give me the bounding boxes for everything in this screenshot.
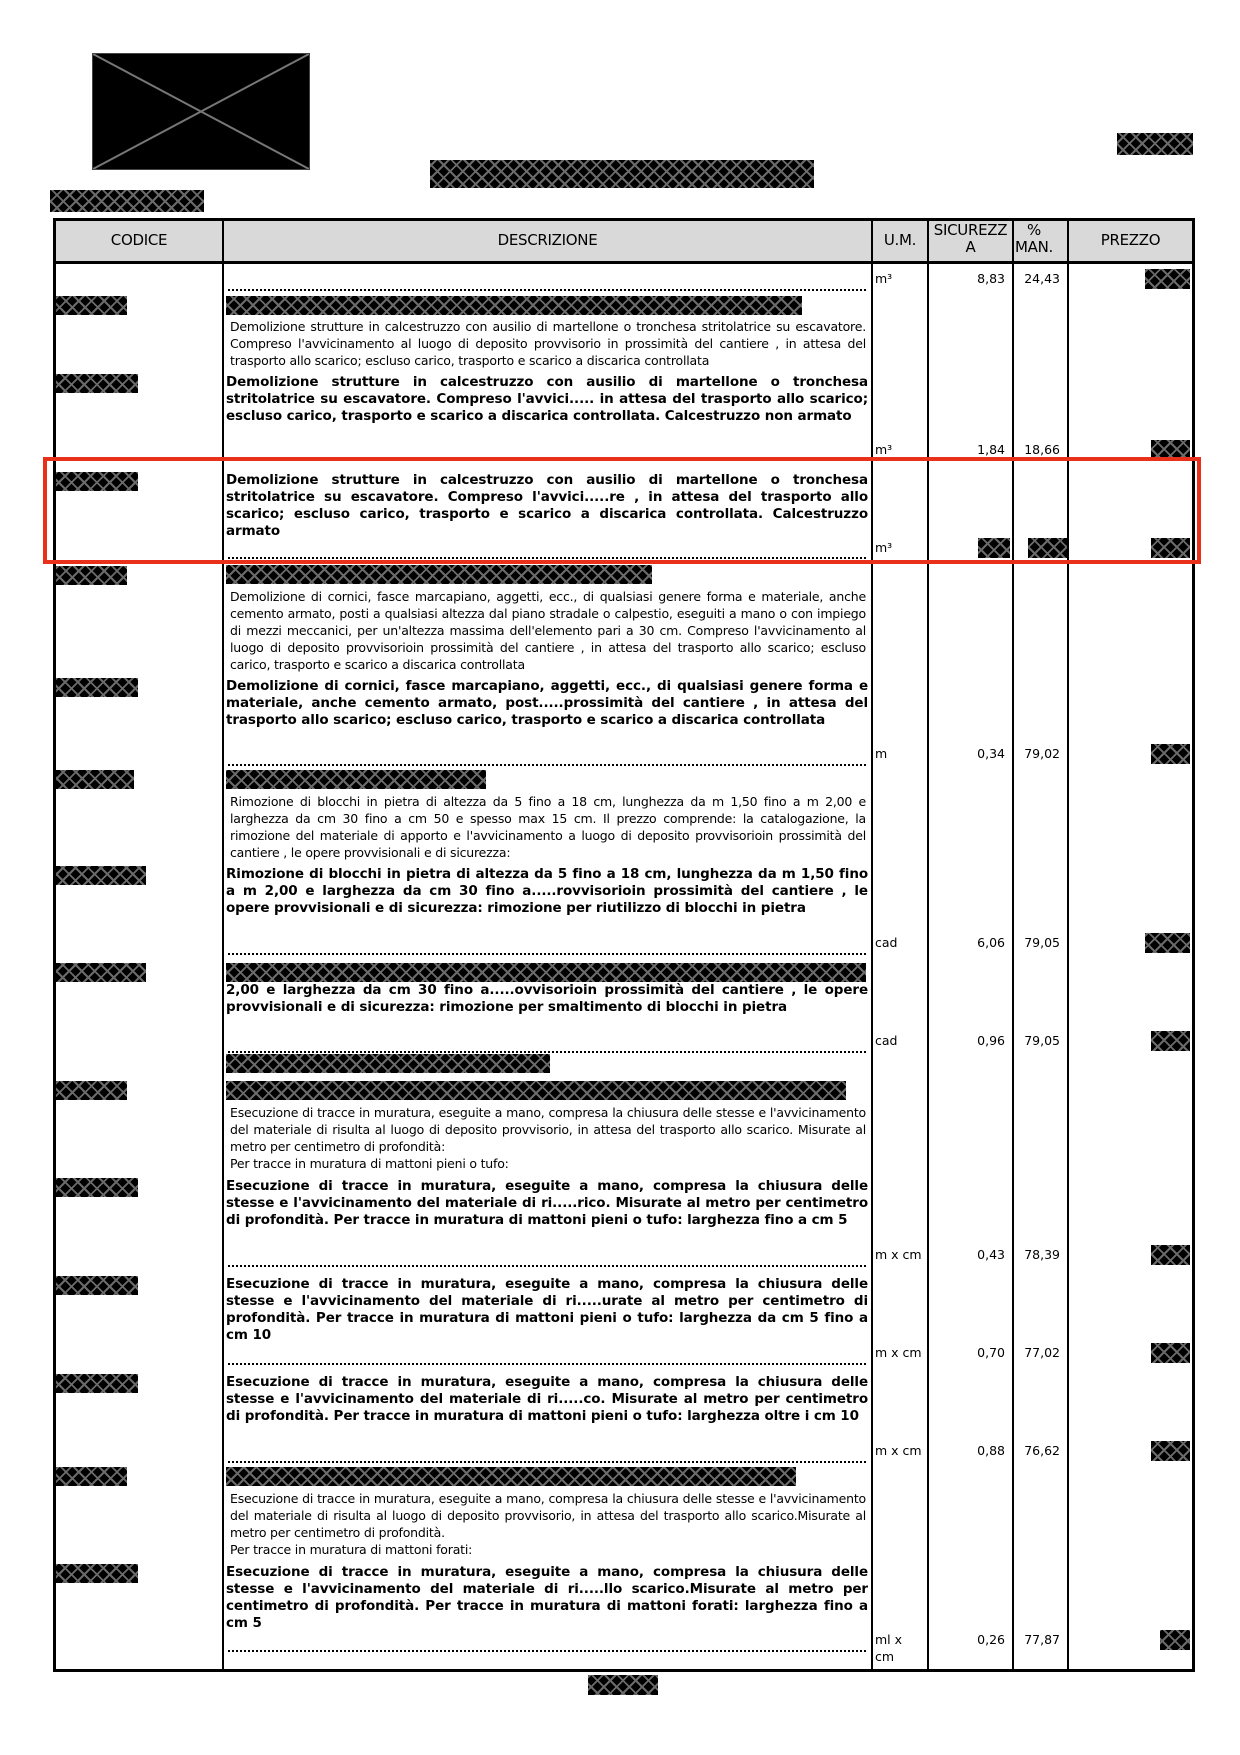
row-man: 77,02: [1024, 1345, 1060, 1360]
dotted-separator: [228, 1265, 866, 1267]
row-man: 24,43: [1024, 271, 1060, 286]
row-man: 18,66: [1024, 442, 1060, 457]
row-sicurezza: 6,06: [977, 935, 1005, 950]
row-description: Esecuzione di tracce in muratura, eseguite a mano, compresa la chiusura delle stesse e l'avvicinamento del materiale di risulta al luogo di deposito provvisorio, in attesa del trasporto allo scarico. Misurate al metro per centimetro di profondità:: [230, 1105, 866, 1154]
row-brief: Rimozione di blocchi in pietra di altezza da 5 fino a 18 cm, lunghezza da m 1,50 fino a m 2,00 e larghezza da cm 30 fino a.....rovvisorioin prossimità del cantiere , le opere provvisionali e di sicurezza: rimozione per riutilizzo di blocchi in pietra: [226, 866, 868, 916]
price-redacted: [1160, 1630, 1190, 1650]
title-redacted: [226, 963, 866, 982]
row-man: 78,39: [1024, 1247, 1060, 1262]
row-brief: Demolizione strutture in calcestruzzo con ausilio di martellone o tronchesa stritolatrice su escavatore. Compreso l'avvici.....re , in attesa del trasporto allo scarico; escluso carico, trasporto e scarico a discarica controllata. Calcestruzzo armato: [226, 472, 868, 539]
price-redacted: [1151, 744, 1190, 764]
title-redacted: [226, 770, 486, 789]
row-sicurezza: 0,26: [977, 1632, 1005, 1647]
column-divider: [1067, 218, 1069, 1672]
row-man: 77,87: [1024, 1632, 1060, 1647]
row-um: cad: [875, 935, 898, 950]
price-redacted: [1151, 1441, 1190, 1461]
row-brief: 2,00 e larghezza da cm 30 fino a.....ovvisorioin prossimità del cantiere , le opere provvisionali e di sicurezza: rimozione per smaltimento di blocchi in pietra: [226, 982, 868, 1015]
dotted-separator: [228, 1363, 866, 1365]
row-sicurezza: 0,88: [977, 1443, 1005, 1458]
header-man: % MAN.: [1015, 221, 1053, 256]
row-description-sub: Per tracce in muratura di mattoni forati:: [230, 1542, 473, 1557]
header-um: U.M.: [883, 231, 917, 249]
code-redacted: [56, 963, 146, 982]
column-divider: [871, 218, 873, 1672]
row-man: 76,62: [1024, 1443, 1060, 1458]
title-redacted: [226, 565, 652, 584]
row-man: 79,02: [1024, 746, 1060, 761]
row-sicurezza: 0,70: [977, 1345, 1005, 1360]
code-redacted: [56, 296, 127, 315]
code-redacted: [56, 1564, 138, 1583]
title-redacted: [226, 296, 802, 315]
highlight-box: [43, 457, 1201, 564]
price-redacted: [1151, 1245, 1190, 1265]
code-redacted: [56, 1178, 138, 1197]
row-description: Demolizione strutture in calcestruzzo con ausilio di martellone o tronchesa stritolatrice su escavatore. Compreso l'avvicinamento al luogo di deposito provvisorio in prossimità del cantiere , in attesa del trasporto allo scarico; escluso carico, trasporto e scarico a discarica controllata: [230, 319, 866, 368]
code-redacted: [56, 1081, 127, 1100]
dotted-separator: [228, 1461, 866, 1463]
title-redacted: [226, 1054, 550, 1073]
header-sicurezza: SICUREZZ A: [933, 221, 1008, 256]
header-divider: [53, 261, 1195, 264]
price-redacted: [1145, 933, 1190, 953]
row-man: 79,05: [1024, 1033, 1060, 1048]
code-redacted: [56, 770, 134, 789]
dotted-separator: [228, 764, 866, 766]
price-redacted: [1145, 269, 1190, 289]
code-redacted: [56, 1374, 138, 1393]
row-sicurezza: 0,96: [977, 1033, 1005, 1048]
page-title-redacted: [430, 160, 814, 188]
row-brief: Esecuzione di tracce in muratura, eseguite a mano, compresa la chiusura delle stesse e l'avvicinamento del materiale di ri.....rico. Misurate al metro per centimetro di profondità. Per tracce in muratura di mattoni pieni o tufo: larghezza fino a cm 5: [226, 1178, 868, 1228]
row-um: m: [875, 746, 888, 761]
header-descrizione: DESCRIZIONE: [497, 231, 598, 249]
row-brief: Esecuzione di tracce in muratura, eseguite a mano, compresa la chiusura delle stesse e l'avvicinamento del materiale di ri.....urate al metro per centimetro di profondità. Per tracce in muratura di mattoni pieni o tufo: larghezza da cm 5 fino a cm 10: [226, 1276, 868, 1343]
row-sicurezza: 0,43: [977, 1247, 1005, 1262]
row-description-sub: Per tracce in muratura di mattoni pieni o tufo:: [230, 1156, 509, 1171]
price-redacted: [1151, 1343, 1190, 1363]
row-um: m x cm: [875, 1443, 922, 1458]
logo-redacted: [92, 53, 310, 170]
page-number-redacted: [1117, 133, 1193, 155]
dotted-separator: [228, 289, 866, 291]
row-sicurezza: 0,34: [977, 746, 1005, 761]
dotted-separator: [228, 1051, 866, 1053]
code-redacted: [56, 1276, 138, 1295]
row-description: Demolizione di cornici, fasce marcapiano, aggetti, ecc., di qualsiasi genere forma e materiale, anche cemento armato, posti a qualsiasi altezza dal piano stradale o calpestio, eseguiti a mano o con impiego di mezzi meccanici, per un'altezza massima dell'elemento pari a 30 cm. Compreso l'avvicinamento al luogo di deposito provvisorioin prossimità del cantiere , in attesa del trasporto allo scarico; escluso carico, trasporto e scarico a discarica controllata: [230, 589, 866, 672]
row-man: 79,05: [1024, 935, 1060, 950]
row-description: Rimozione di blocchi in pietra di altezza da 5 fino a 18 cm, lunghezza da m 1,50 fino a m 2,00 e larghezza da cm 30 fino a cm 50 e spesso max 15 cm. Il prezzo comprende: la catalogazione, la rimozione del materiale di apporto e l'avvicinamento a luogo di deposito provvisorioin prossimità del cantiere , le opere provvisionali e di sicurezza:: [230, 794, 866, 860]
title-redacted: [226, 1467, 796, 1486]
row-um: m x cm: [875, 1345, 922, 1360]
header-codice: CODICE: [110, 231, 168, 249]
title-redacted: [226, 1081, 846, 1100]
row-um: m³: [875, 540, 893, 555]
dotted-separator: [228, 1650, 866, 1652]
row-sicurezza: 1,84: [977, 442, 1005, 457]
section-label-redacted: [50, 190, 204, 212]
dotted-separator: [228, 953, 866, 955]
row-um: m³: [875, 271, 893, 286]
row-sicurezza: 8,83: [977, 271, 1005, 286]
row-brief: Esecuzione di tracce in muratura, eseguite a mano, compresa la chiusura delle stesse e l'avvicinamento del materiale di ri.....co. Misurate al metro per centimetro di profondità. Per tracce in muratura di mattoni pieni o tufo: larghezza oltre i cm 10: [226, 1374, 868, 1424]
row-um: m³: [875, 442, 893, 457]
row-um: cad: [875, 1033, 898, 1048]
column-divider: [927, 218, 929, 1672]
column-divider: [222, 218, 224, 1672]
code-redacted: [56, 1467, 127, 1486]
code-redacted: [56, 374, 138, 393]
header-prezzo: PREZZO: [1100, 231, 1161, 249]
price-redacted: [1151, 1031, 1190, 1051]
row-description: Esecuzione di tracce in muratura, eseguite a mano, compresa la chiusura delle stesse e l'avvicinamento del materiale di risulta al luogo di deposito provvisorio, in attesa del trasporto allo scarico.Misurate al metro per centimetro di profondità.: [230, 1491, 866, 1540]
row-brief: Demolizione di cornici, fasce marcapiano, aggetti, ecc., di qualsiasi genere forma e materiale, anche cemento armato, post.....prossimità del cantiere , in attesa del trasporto allo scarico; escluso carico, trasporto e scarico a discarica controllata: [226, 678, 868, 728]
row-um: ml x cm: [875, 1632, 903, 1664]
row-brief: Esecuzione di tracce in muratura, eseguite a mano, compresa la chiusura delle stesse e l'avvicinamento del materiale di ri.....llo scarico.Misurate al metro per centimetro di profondità. Per tracce in muratura di mattoni forati: larghezza fino a cm 5: [226, 1564, 868, 1631]
footer-page-redacted: [588, 1675, 658, 1695]
row-brief: Demolizione strutture in calcestruzzo con ausilio di martellone o tronchesa stritolatrice su escavatore. Compreso l'avvici..... in attesa del trasporto allo scarico; escluso carico, trasporto e scarico a discarica controllata. Calcestruzzo non armato: [226, 374, 868, 424]
code-redacted: [56, 866, 146, 885]
code-redacted: [56, 678, 138, 697]
row-um: m x cm: [875, 1247, 922, 1262]
code-redacted: [56, 566, 127, 585]
